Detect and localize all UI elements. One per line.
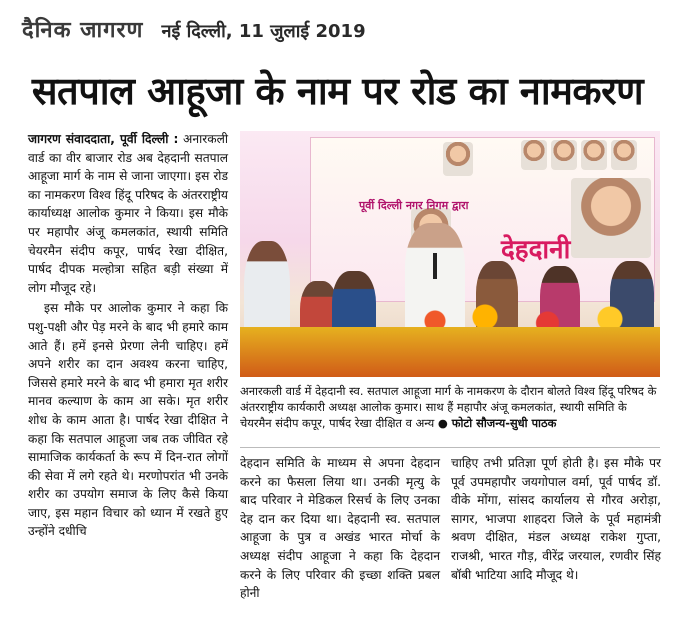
byline: जागरण संवाददाता, पूर्वी दिल्ली : (28, 132, 179, 146)
article-column-right: चाहिए तभी प्रतिज्ञा पूर्ण होती है। इस मौके पर पूर्व उपमहापौर जयगोपाल वर्मा, पूर्व पार्षद डॉ. वीके मोंगा, सांसद कार्यालय से गौरव अरोड़ा, सागर, भाजपा शाहदरा जिले के पूर्व महामंत्री श्रवण दीक्षित, मंडल अध्यक्ष राकेश गुप्ता, राजश्री, भारत गौड़, वीरेंद्र जरयाल, रणवीर सिंह बॉबी भाटिया आदि मौजूद थे। (451, 456, 661, 582)
banner-portrait (521, 140, 547, 170)
news-photo (240, 131, 660, 377)
dateline: नई दिल्ली, 11 जुलाई 2019 (161, 21, 366, 42)
banner-portrait (443, 142, 473, 176)
banner-portrait-large (571, 178, 651, 258)
banner-portrait (611, 140, 637, 170)
paragraph-1-text: अनारकली वार्ड का वीर बाजार रोड अब देहदानी सतपाल आहूजा मार्ग के नाम से जाना जाएगा। इस रोड का नामकरण विश्व हिंदू परिषद के अंतरराष्ट्रीय कार्याध्यक्ष आलोक कुमार ने किया। इस मौके पर महापौर अंजू कमलकांत, स्थायी समिति चेयरमैन संदीप कपूर, पार्षद रेखा दीक्षित, पार्षद दीपक मल्होत्रा सहित बड़ी संख्या में लोग मौजूद रहे। (28, 132, 229, 295)
headline: सतपाल आहूजा के नाम पर रोड का नामकरण (31, 69, 644, 113)
masthead (22, 14, 366, 50)
banner-word: देहदानी (501, 235, 571, 265)
article-paragraph-1 (28, 130, 228, 297)
article-paragraph-2: इस मौके पर आलोक कुमार ने कहा कि पशु-पक्षी और पेड़ मरने के बाद भी हमारे काम आते हैं। हमें इनसे प्रेरणा लेनी चाहिए। हमें अपने शरीर का दान अवश्य करना चाहिए, जिससे हमारे मरने के बाद भी हमारा मृत शरीर मानव कल्याण के काम आ सके। मृत शरीर शोध के काम आता है। पार्षद रेखा दीक्षित ने कहा कि सतपाल आहूजा जब तक जीवित रहे सामाजिक कार्यकर्ता के रूप में दिन-रात लोगों की सेवा में लगे रहते थे। मरणोपरांत भी उनके शरीर का उपयोग समाज के लिए कैसे किया जाए, इस महान विचार को ध्यान में रखते हुए उन्होंने दधीचि (28, 301, 228, 539)
photo-credit: ● फोटो सौजन्य-सुधी पाठक (437, 416, 557, 430)
photo-caption (240, 383, 660, 431)
article-column-left (28, 130, 228, 541)
divider (240, 447, 660, 448)
caption-text: अनारकली वार्ड में देहदानी स्व. सतपाल आहूजा मार्ग के नामकरण के दौरान बोलते विश्व हिंदू परिषद के अंतरराष्ट्रीय कार्यकारी अध्यक्ष आलोक कुमार। साथ हैं महापौर अंजू कमलकांत, स्थायी समिति के चेयरमैन संदीप कपूर, पार्षद रेखा दीक्षित व अन्य (240, 384, 657, 430)
banner-title: पूर्वी दिल्ली नगर निगम द्वारा (359, 199, 469, 212)
article-column-middle: देहदान समिति के माध्यम से अपना देहदान करने का फैसला लिया था। उनकी मृत्यु के बाद परिवार ने मेडिकल रिसर्च के लिए उनका देह दान कर दिया था। देहदानी स्व. सतपाल आहूजा के पुत्र व अखंड भारत मोर्चा के अध्यक्ष संदीप आहूजा ने कहा कि देहदान करने के लिए परिवार की इच्छा शक्ति प्रबल होनी (240, 456, 440, 601)
stage-table (240, 327, 660, 377)
banner-portrait (581, 140, 607, 170)
newspaper-logo: दैनिक जागरण (22, 17, 144, 43)
banner-portrait (551, 140, 577, 170)
microphone (433, 253, 437, 279)
